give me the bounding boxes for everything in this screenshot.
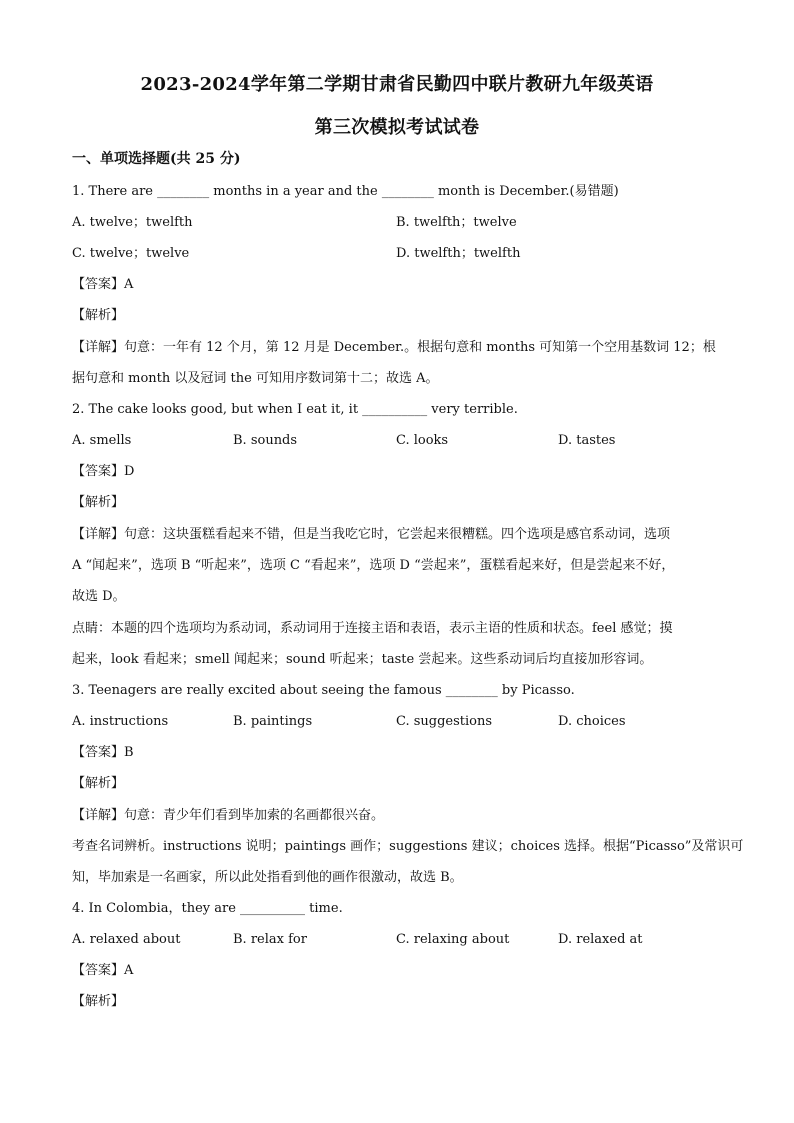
question-1-option-d: D. twelfth；twelfth bbox=[396, 246, 521, 261]
question-4-option-d: D. relaxed at bbox=[558, 932, 643, 947]
question-4-stem: 4. In Colombia，they are __________ time. bbox=[72, 901, 343, 916]
question-2-detail-line: A “闻起来”，选项 B “听起来”，选项 C “看起来”，选项 D “尝起来”，蛋糕看起来好，但是尝起来不好， bbox=[72, 558, 675, 573]
question-3-detail-line: 【详解】句意：青少年们看到毕加索的名画都很兴奋。 bbox=[72, 808, 385, 823]
question-3-analysis: 【解析】 bbox=[72, 776, 125, 791]
question-3-option-d: D. choices bbox=[558, 714, 626, 729]
question-3-option-c: C. suggestions bbox=[396, 714, 493, 729]
question-2-analysis: 【解析】 bbox=[72, 495, 125, 510]
question-1-option-b: B. twelfth；twelve bbox=[396, 215, 517, 230]
question-1-analysis: 【解析】 bbox=[72, 308, 125, 323]
question-4-option-a: A. relaxed about bbox=[72, 932, 181, 947]
question-1-detail-line: 【详解】句意：一年有 12 个月，第 12 月是 December.。根据句意和 months 可知第一个空用基数词 12；根 bbox=[72, 340, 716, 355]
question-1-option-a: A. twelve；twelfth bbox=[72, 215, 193, 230]
question-4-analysis: 【解析】 bbox=[72, 994, 125, 1009]
question-1-answer: 【答案】A bbox=[72, 277, 134, 292]
question-2-note-line: 起来，look 看起来；smell 闻起来；sound 听起来；taste 尝起来。这些系动词后均直接加形容词。 bbox=[72, 652, 653, 667]
question-4-option-c: C. relaxing about bbox=[396, 932, 510, 947]
question-2-option-c: C. looks bbox=[396, 433, 449, 448]
question-2-answer: 【答案】D bbox=[72, 464, 135, 479]
exam-title-line2: 第三次模拟考试试卷 bbox=[314, 117, 480, 138]
question-2-option-d: D. tastes bbox=[558, 433, 616, 448]
question-2-detail-line: 故选 D。 bbox=[72, 589, 126, 604]
question-1-stem: 1. There are ________ months in a year and the ________ month is December.(易错题) bbox=[72, 184, 619, 199]
question-3-option-b: B. paintings bbox=[233, 714, 313, 729]
question-3-stem: 3. Teenagers are really excited about seeing the famous ________ by Picasso. bbox=[72, 683, 575, 698]
section-heading: 一、单项选择题(共 25 分) bbox=[72, 151, 241, 167]
question-2-option-b: B. sounds bbox=[233, 433, 298, 448]
question-3-detail-line: 考查名词辨析。instructions 说明；paintings 画作；suggestions 建议；choices 选择。根据“Picasso”及常识可 bbox=[72, 839, 744, 854]
question-1-option-c: C. twelve；twelve bbox=[72, 246, 190, 261]
exam-title-line1: 2023-2024学年第二学期甘肃省民勤四中联片教研九年级英语 bbox=[140, 74, 654, 95]
question-2-note-line: 点睛：本题的四个选项均为系动词，系动词用于连接主语和表语，表示主语的性质和状态。feel 感觉；摸 bbox=[72, 621, 673, 636]
question-4-answer: 【答案】A bbox=[72, 963, 134, 978]
question-2-stem: 2. The cake looks good, but when I eat it, it __________ very terrible. bbox=[72, 402, 518, 417]
question-3-answer: 【答案】B bbox=[72, 745, 134, 760]
question-2-detail-line: 【详解】句意：这块蛋糕看起来不错，但是当我吃它时，它尝起来很糟糕。四个选项是感官系动词，选项 bbox=[72, 527, 671, 542]
question-3-option-a: A. instructions bbox=[72, 714, 169, 729]
question-4-option-b: B. relax for bbox=[233, 932, 307, 947]
question-2-option-a: A. smells bbox=[72, 433, 132, 448]
question-1-detail-line: 据句意和 month 以及冠词 the 可知用序数词第十二；故选 A。 bbox=[72, 371, 439, 386]
question-3-detail-line: 知，毕加索是一名画家，所以此处指看到他的画作很激动，故选 B。 bbox=[72, 870, 463, 885]
